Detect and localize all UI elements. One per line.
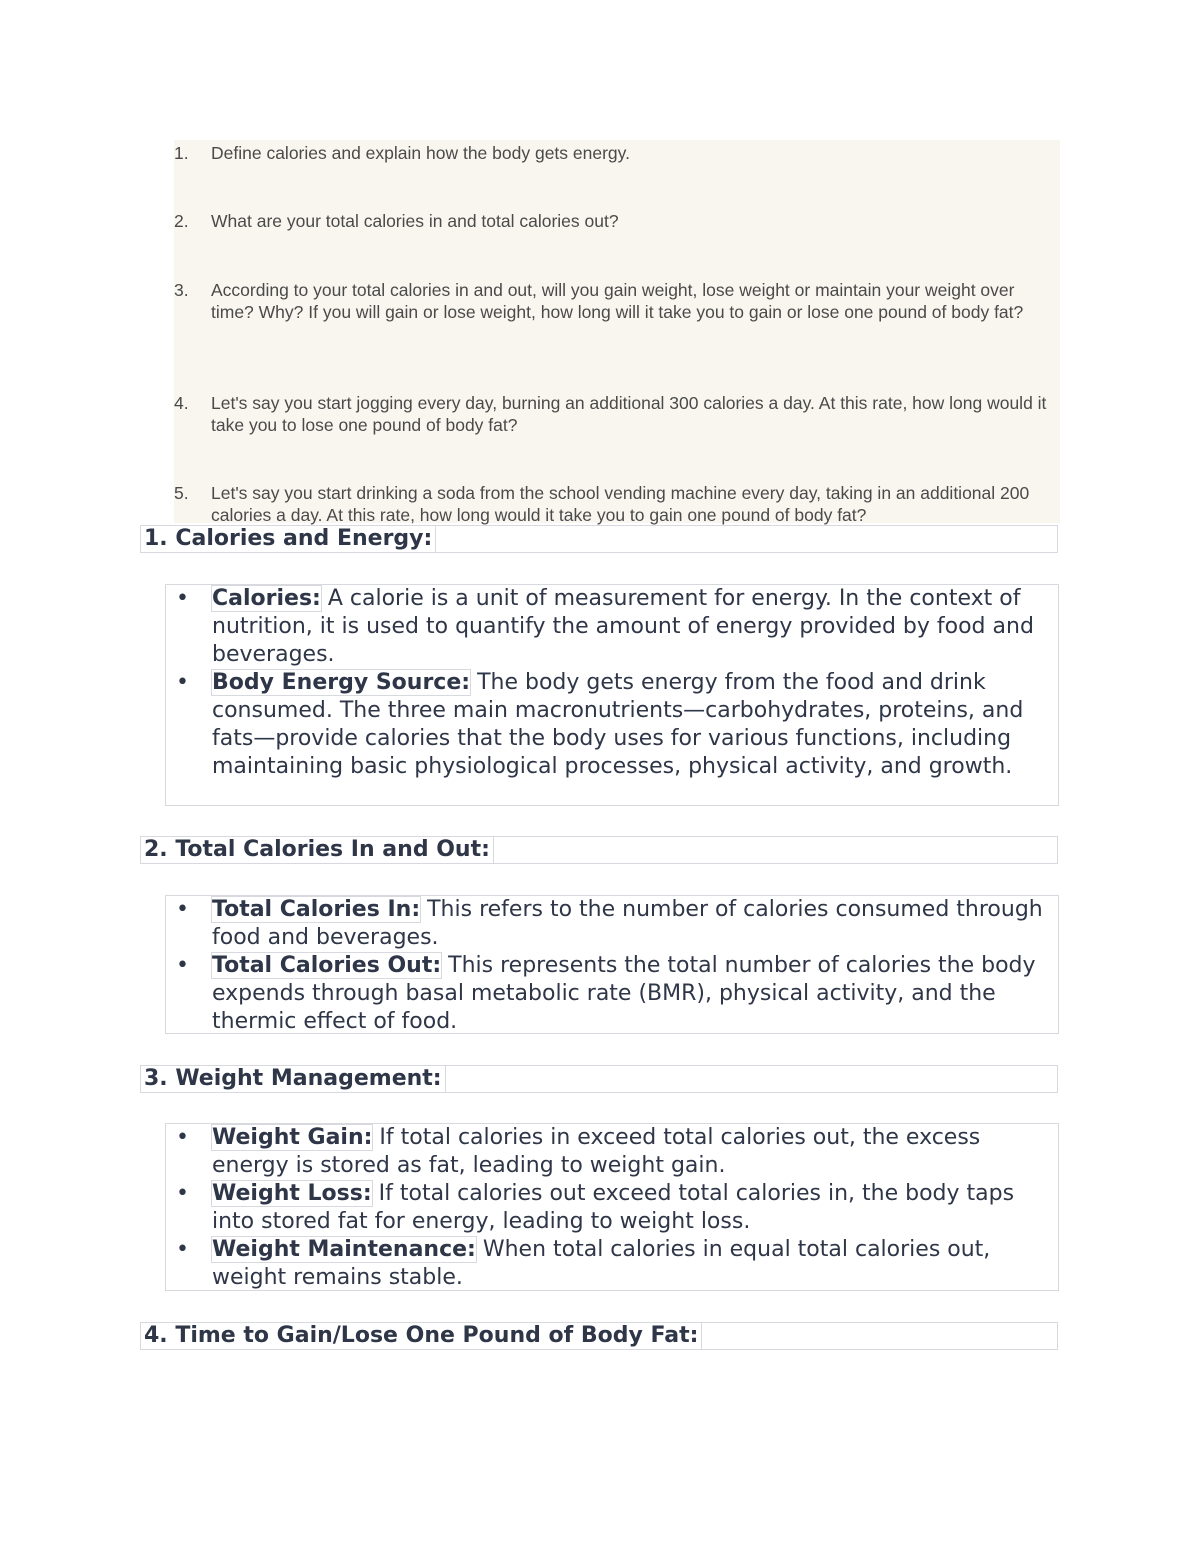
list-item	[166, 952, 1058, 1036]
section-heading-text: 2. Total Calories In and Out:	[141, 837, 494, 863]
item-term: Weight Maintenance:	[212, 1237, 476, 1262]
item-text: The body gets energy from the food and drink consumed. The three main macronutrients—carbohydrates, proteins, and fats—provide calories that the body uses for various functions, including maintaining basic physiological processes, physical activity, and growth.	[212, 670, 1024, 779]
question-number: 4.	[174, 393, 189, 413]
item-text: A calorie is a unit of measurement for energy. In the context of nutrition, it is used to quantify the amount of energy provided by food and beverages.	[212, 586, 1034, 667]
section-list-weight-management	[165, 1123, 1059, 1291]
question-number: 5.	[174, 483, 189, 503]
question-text: Define calories and explain how the body gets energy.	[211, 143, 630, 163]
item-term: Weight Loss:	[212, 1181, 372, 1206]
question-text: According to your total calories in and out, will you gain weight, lose weight or maintain your weight over time? Why? If you will gain or lose weight, how long will it take you to gain or lose one pound of body fat?	[211, 280, 1024, 322]
section-heading-calories-energy	[140, 525, 1058, 553]
section-heading-total-calories	[140, 836, 1058, 864]
bullet-icon: •	[176, 586, 189, 611]
section-heading-text: 1. Calories and Energy:	[141, 526, 436, 552]
bullet-icon: •	[176, 1181, 189, 1206]
list-item	[166, 896, 1058, 952]
bullet-icon: •	[176, 953, 189, 978]
item-term: Weight Gain:	[212, 1125, 373, 1150]
section-heading-weight-management	[140, 1065, 1058, 1093]
item-text: When total calories in equal total calories out, weight remains stable.	[212, 1237, 991, 1290]
section-list-calories-energy	[165, 584, 1059, 806]
question-text: Let's say you start drinking a soda from the school vending machine every day, taking in an additional 200 calories a day. At this rate, how long would it take you to gain one pound of body fat?	[211, 483, 1030, 525]
item-text: This refers to the number of calories consumed through food and beverages.	[212, 897, 1043, 950]
item-term: Body Energy Source:	[212, 670, 471, 695]
question-number: 2.	[174, 211, 189, 231]
question-number: 1.	[174, 143, 189, 163]
item-term: Total Calories Out:	[212, 953, 442, 978]
item-text: This represents the total number of calories the body expends through basal metabolic rate (BMR), physical activity, and the thermic effect of food.	[212, 953, 1036, 1034]
item-term: Total Calories In:	[212, 897, 421, 922]
question-text: What are your total calories in and total calories out?	[211, 211, 619, 231]
section-heading-time-to-gain-lose	[140, 1322, 1058, 1350]
bullet-icon: •	[176, 1125, 189, 1150]
section-list-total-calories	[165, 895, 1059, 1034]
list-item	[166, 585, 1058, 669]
bullet-icon: •	[176, 670, 189, 695]
question-text: Let's say you start jogging every day, burning an additional 300 calories a day. At this rate, how long would it take you to lose one pound of body fat?	[211, 393, 1047, 435]
item-text: If total calories out exceed total calories in, the body taps into stored fat for energy, leading to weight loss.	[212, 1181, 1015, 1234]
list-item	[166, 1180, 1058, 1236]
item-term: Calories:	[212, 586, 321, 611]
bullet-icon: •	[176, 897, 189, 922]
list-item	[166, 669, 1058, 781]
section-heading-text: 3. Weight Management:	[141, 1066, 446, 1092]
list-item	[166, 1124, 1058, 1180]
bullet-icon: •	[176, 1237, 189, 1262]
item-text: If total calories in exceed total calories out, the excess energy is stored as fat, leading to weight gain.	[212, 1125, 981, 1178]
list-item	[166, 1236, 1058, 1292]
questions-panel	[174, 140, 1060, 523]
section-heading-text: 4. Time to Gain/Lose One Pound of Body Fat:	[141, 1323, 702, 1349]
question-number: 3.	[174, 280, 189, 300]
